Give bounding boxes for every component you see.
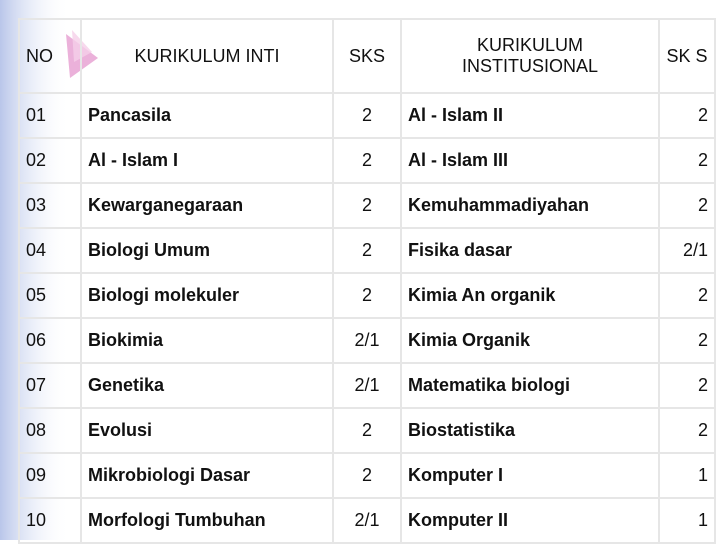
row-no: 08	[19, 408, 81, 453]
row-sks: 2/1	[333, 363, 401, 408]
table-row	[19, 93, 715, 138]
header-no: NO	[19, 19, 81, 93]
table-row	[19, 363, 715, 408]
table-row	[19, 183, 715, 228]
row-sks-institusional: 1	[659, 453, 715, 498]
row-no: 04	[19, 228, 81, 273]
row-kurikulum-inti: Mikrobiologi Dasar	[81, 453, 333, 498]
row-kurikulum-institusional: Komputer II	[401, 498, 659, 543]
row-kurikulum-institusional: Al - Islam II	[401, 93, 659, 138]
table-row	[19, 273, 715, 318]
row-kurikulum-inti: Genetika	[81, 363, 333, 408]
row-kurikulum-institusional: Al - Islam III	[401, 138, 659, 183]
header-sks: SKS	[333, 19, 401, 93]
row-sks: 2	[333, 228, 401, 273]
row-kurikulum-inti: Al - Islam I	[81, 138, 333, 183]
row-kurikulum-inti: Kewarganegaraan	[81, 183, 333, 228]
table-row	[19, 228, 715, 273]
row-no: 03	[19, 183, 81, 228]
row-sks-institusional: 2	[659, 93, 715, 138]
table-row	[19, 318, 715, 363]
row-kurikulum-institusional: Kimia An organik	[401, 273, 659, 318]
row-kurikulum-inti: Evolusi	[81, 408, 333, 453]
row-sks: 2	[333, 273, 401, 318]
row-sks: 2/1	[333, 318, 401, 363]
row-kurikulum-institusional: Kemuhammadiyahan	[401, 183, 659, 228]
table-row	[19, 498, 715, 543]
row-kurikulum-institusional: Komputer I	[401, 453, 659, 498]
header-kurikulum-inti: KURIKULUM INTI	[81, 19, 333, 93]
table-row	[19, 138, 715, 183]
curriculum-table	[18, 18, 716, 544]
row-kurikulum-institusional: Kimia Organik	[401, 318, 659, 363]
row-sks-institusional: 2	[659, 318, 715, 363]
row-sks-institusional: 2/1	[659, 228, 715, 273]
row-sks: 2	[333, 93, 401, 138]
header-kurikulum-institusional: KURIKULUM INSTITUSIONAL	[401, 19, 659, 93]
row-sks: 2	[333, 408, 401, 453]
row-no: 07	[19, 363, 81, 408]
row-no: 09	[19, 453, 81, 498]
row-kurikulum-institusional: Fisika dasar	[401, 228, 659, 273]
row-sks-institusional: 1	[659, 498, 715, 543]
row-sks-institusional: 2	[659, 183, 715, 228]
table-header-row	[19, 19, 715, 93]
row-sks-institusional: 2	[659, 273, 715, 318]
row-sks: 2	[333, 183, 401, 228]
row-sks: 2	[333, 138, 401, 183]
row-kurikulum-inti: Morfologi Tumbuhan	[81, 498, 333, 543]
row-no: 10	[19, 498, 81, 543]
header-sks-institusional: SK S	[659, 19, 715, 93]
table-row	[19, 408, 715, 453]
row-no: 01	[19, 93, 81, 138]
row-kurikulum-institusional: Matematika biologi	[401, 363, 659, 408]
row-kurikulum-inti: Biologi molekuler	[81, 273, 333, 318]
row-kurikulum-inti: Pancasila	[81, 93, 333, 138]
row-kurikulum-institusional: Biostatistika	[401, 408, 659, 453]
table-row	[19, 453, 715, 498]
row-kurikulum-inti: Biokimia	[81, 318, 333, 363]
row-sks-institusional: 2	[659, 138, 715, 183]
row-sks-institusional: 2	[659, 363, 715, 408]
row-sks-institusional: 2	[659, 408, 715, 453]
row-no: 02	[19, 138, 81, 183]
row-sks: 2	[333, 453, 401, 498]
row-kurikulum-inti: Biologi Umum	[81, 228, 333, 273]
row-sks: 2/1	[333, 498, 401, 543]
row-no: 06	[19, 318, 81, 363]
row-no: 05	[19, 273, 81, 318]
